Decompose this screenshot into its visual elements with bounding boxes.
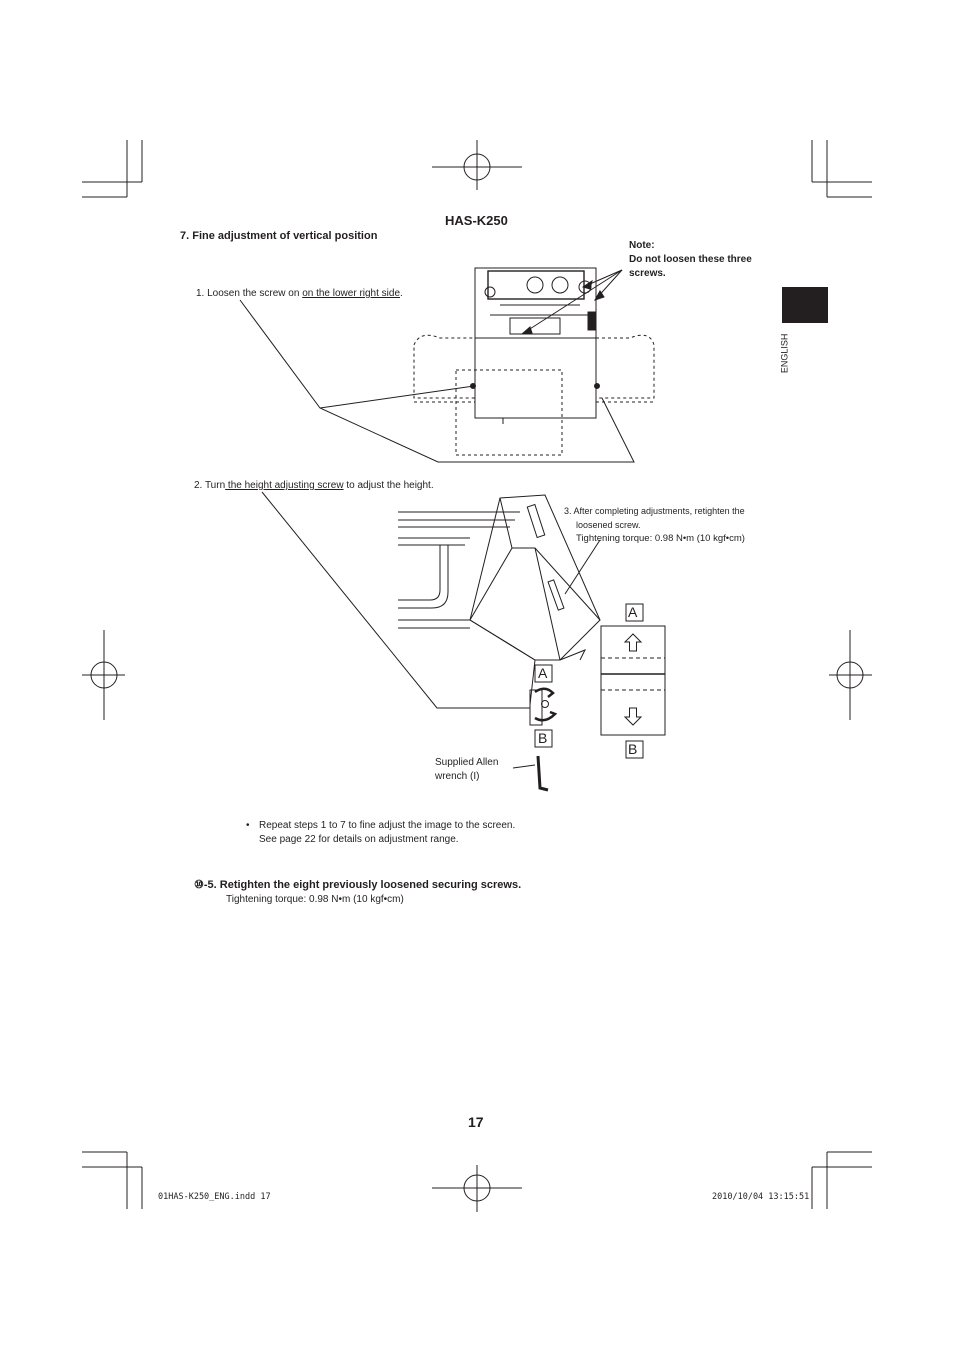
retighten-number: ⑩ <box>194 879 204 891</box>
down-arrow-icon <box>625 708 641 725</box>
step1-suffix: . <box>400 288 403 299</box>
label-b-box: B <box>628 741 638 757</box>
step3-line-2: loosened screw. <box>576 520 641 530</box>
step2-suffix: to adjust the height. <box>343 480 434 491</box>
note-line-2: screws. <box>629 268 666 279</box>
page-number: 17 <box>468 1114 484 1130</box>
step1-prefix: 1. Loosen the screw on <box>196 288 303 299</box>
registration-mark-right <box>829 630 872 720</box>
bullet-line-2: See page 22 for details on adjustment range. <box>259 834 459 845</box>
figure-projector-perspective <box>398 495 600 725</box>
step2-leader-line <box>262 492 530 708</box>
crop-mark-top-left <box>82 140 142 197</box>
registration-mark-bottom <box>432 1165 522 1212</box>
retighten-torque: Tightening torque: 0.98 N•m (10 kgf•cm) <box>226 894 404 905</box>
allen-wrench <box>513 756 548 790</box>
up-arrow-icon <box>625 634 641 651</box>
registration-mark-left <box>82 630 125 720</box>
step1-leader-line <box>240 300 634 462</box>
language-tab <box>782 287 828 323</box>
bullet-line-1: Repeat steps 1 to 7 to fine adjust the image to the screen. <box>259 820 516 831</box>
registration-mark-top <box>432 140 522 190</box>
step2-prefix: 2. Turn <box>194 480 226 491</box>
crop-mark-bottom-right <box>812 1152 872 1209</box>
bullet-mark: • <box>246 820 250 831</box>
label-b-screw: B <box>538 730 548 746</box>
note-leader-arrows <box>522 270 622 334</box>
retighten-title: -5. Retighten the eight previously loosened securing screws. <box>203 879 522 891</box>
label-a-box: A <box>628 604 638 620</box>
adjustment-direction-box <box>535 604 665 758</box>
crop-mark-top-right <box>812 140 872 197</box>
crop-mark-bottom-left <box>82 1152 142 1209</box>
step3-torque: Tightening torque: 0.98 N•m (10 kgf•cm) <box>576 533 745 544</box>
figure-projector-top-view <box>414 268 654 455</box>
language-label: ENGLISH <box>779 333 790 374</box>
footer-file: 01HAS-K250_ENG.indd 17 <box>158 1192 271 1202</box>
step3-leader-line <box>565 540 600 594</box>
footer-timestamp: 2010/10/04 13:15:51 <box>712 1192 810 1202</box>
step3-line-1: 3. After completing adjustments, retighten the <box>564 506 745 516</box>
step1-location: on the lower right side <box>302 288 401 299</box>
wrench-label-2: wrench (I) <box>435 771 480 782</box>
step1-text <box>196 288 403 300</box>
wrench-label-1: Supplied Allen <box>435 757 499 768</box>
note-line-1: Do not loosen these three <box>629 254 752 265</box>
model-heading: HAS-K250 <box>445 213 508 228</box>
section-title: 7. Fine adjustment of vertical position <box>180 230 378 242</box>
label-a-screw: A <box>538 665 548 681</box>
step2-screw: the height adjusting screw <box>225 480 344 491</box>
note-label: Note: <box>629 240 655 251</box>
step2-text <box>194 480 434 492</box>
retighten-heading <box>194 879 521 892</box>
